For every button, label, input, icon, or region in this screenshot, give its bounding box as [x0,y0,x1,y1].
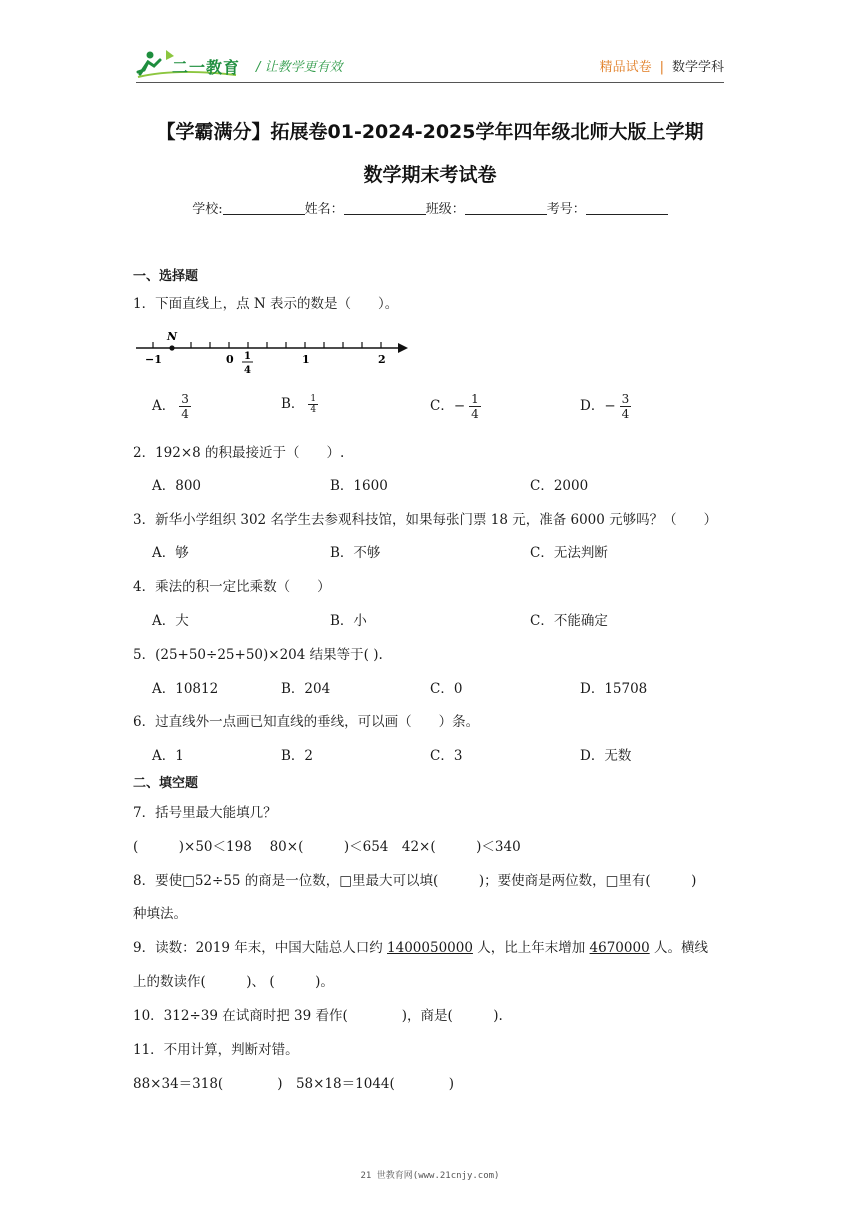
q8-line1[interactable]: 8．要使□52÷55 的商是一位数，□里最大可以填( )；要使商是两位数，□里有( ) [133,873,697,889]
name-label: 姓名： [304,202,344,217]
page-title: 【学霸满分】拓展卷01-2024-2025学年四年级北师大版上学期 [156,121,704,143]
tick-label-quarter-den: 4 [244,365,251,376]
q2-stem: 2．192×8 的积最接近于（ ）. [133,445,345,461]
q1-stem: 1．下面直线上，点 N 表示的数是（ ）。 [133,296,399,312]
header-label: 精品试卷 [599,60,652,75]
q11-blanks[interactable]: 88×34＝318( ) 58×18＝1044( ) [133,1076,455,1092]
logo-text: 二一教育 [172,58,241,77]
q4-option-a[interactable]: A．大 [152,613,189,629]
school-blank [223,201,305,215]
section-choice: 一、选择题 [133,269,199,284]
point-n-label: N [167,330,178,343]
class-blank [465,201,547,215]
q1-option-a[interactable]: A． $\frac{3}{4}$ [152,392,189,421]
q4-option-b[interactable]: B．小 [330,613,367,629]
q5-option-d[interactable]: D．15708 [580,681,648,697]
q7-stem: 7．括号里最大能填几？ [133,805,277,821]
q11-stem: 11．不用计算，判断对错。 [133,1042,299,1058]
point-n-marker [169,345,174,350]
q2-option-a[interactable]: A．800 [152,478,202,494]
section-fill-blank: 二、填空题 [133,776,199,791]
q1-option-b[interactable]: B． $\frac{1}{4}$ [281,394,317,415]
q9-line2[interactable]: 上的数读作( )、 ( )。 [133,974,334,990]
number-line [130,326,420,380]
q2-option-c[interactable]: C．2000 [530,478,589,494]
tick-label-2: 2 [378,353,386,366]
q5-option-b[interactable]: B．204 [281,681,331,697]
q9-number-1: 1400050000 [387,940,473,956]
header-divider [136,82,724,83]
q3-option-c[interactable]: C．无法判断 [530,545,608,561]
header-separator: | [659,60,664,75]
exam-no-blank [586,201,668,215]
q6-option-d[interactable]: D．无数 [580,748,632,764]
header-subject: 数学学科 [671,60,724,75]
q9-number-2: 4670000 [589,940,650,956]
header-slogan: / 让教学更有效 [256,60,343,75]
q6-stem: 6．过直线外一点画已知直线的垂线，可以画（ ）条。 [133,714,480,730]
q2-option-b[interactable]: B．1600 [330,478,388,494]
header-right [600,56,724,75]
q5-option-c[interactable]: C．0 [430,681,463,697]
q6-option-c[interactable]: C．3 [430,748,463,764]
page-title-line2: 数学期末考试卷 [363,164,497,186]
q10-line[interactable]: 10．312÷39 在试商时把 39 看作( )，商是( ). [133,1008,503,1024]
tick-label-quarter-num: 1 [244,351,251,362]
q8-line2: 种填法。 [133,906,187,922]
school-label: 学校: [192,202,223,217]
name-blank [344,201,426,215]
q4-option-c[interactable]: C．不能确定 [530,613,608,629]
q1-option-d[interactable]: D．− $\frac{3}{4}$ [580,392,630,421]
q5-stem: 5．(25+50÷25+50)×204 结果等于( ). [133,647,383,663]
q7-blanks[interactable]: ( )×50＜198 80×( )＜654 42×( )＜340 [133,839,521,855]
tick-label-1: 1 [302,353,310,366]
student-info [0,198,860,217]
q3-option-b[interactable]: B．不够 [330,545,381,561]
q5-option-a[interactable]: A．10812 [152,681,219,697]
page-header [0,0,860,90]
q1-option-c[interactable]: C．− $\frac{1}{4}$ [430,392,479,421]
q3-option-a[interactable]: A．够 [152,545,189,561]
q4-stem: 4．乘法的积一定比乘数（ ） [133,579,331,595]
tick-label-0: 0 [226,353,234,366]
q9-line1: 9．读数：2019 年末，中国大陆总人口约 1400050000 人，比上年末增加 4670000 人。横线 [133,940,708,956]
class-label: 班级： [425,202,465,217]
q3-stem: 3．新华小学组织 302 名学生去参观科技馆，如果每张门票 18 元，准备 6000 元够吗？（ ） [133,512,718,528]
page-footer: 21 世教育网(www.21cnjy.com) [360,1171,500,1181]
tick-label-minus1: −1 [145,353,162,366]
exam-no-label: 考号： [546,202,586,217]
q6-option-a[interactable]: A．1 [152,748,184,764]
q6-option-b[interactable]: B．2 [281,748,314,764]
